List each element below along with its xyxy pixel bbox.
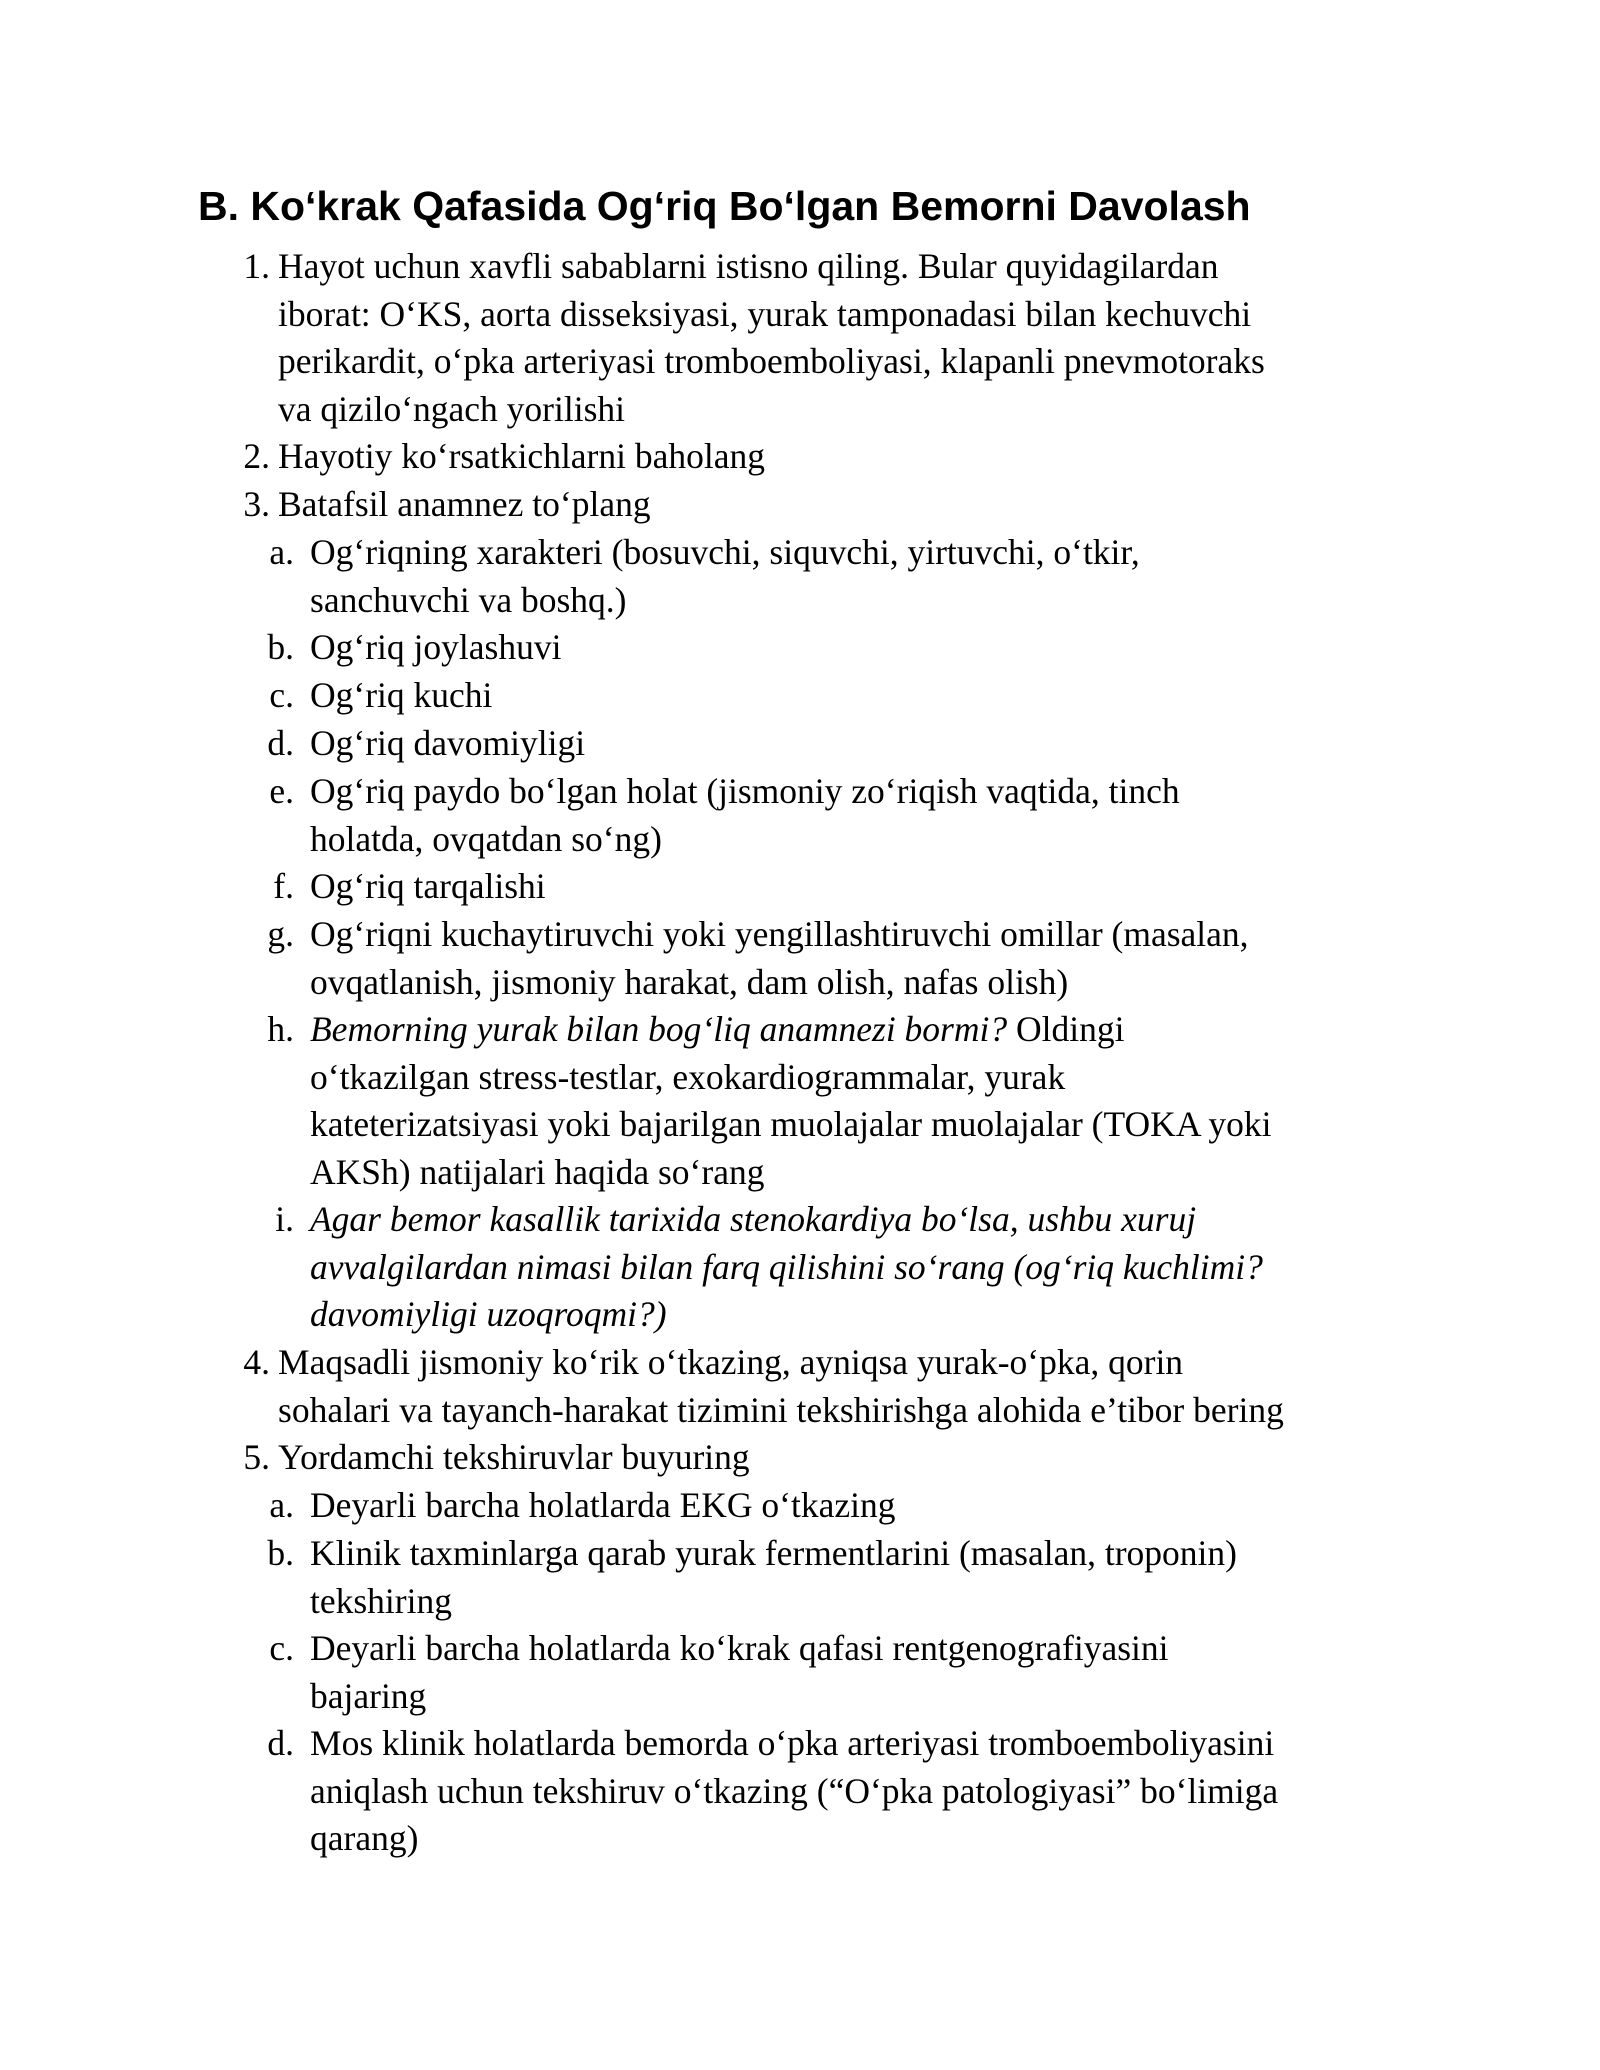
- sub-marker: b.: [267, 1533, 294, 1573]
- sub-item-italic-question: Bemorning yurak bilan bog‘liq anamnezi bormi?: [310, 1009, 1008, 1049]
- sub-marker: d.: [267, 1723, 294, 1763]
- sub-item-text: aniqlash uchun tekshiruv o‘tkazing (“O‘pka patologiyasi” bo‘limiga: [310, 1770, 1279, 1811]
- list-item-text: perikardit, o‘pka arteriyasi tromboemboliyasi, klapanli pnevmotoraks: [278, 341, 1265, 381]
- sub-item-text: Og‘riq davomiyligi: [310, 723, 586, 763]
- sub-marker: i.: [275, 1199, 294, 1239]
- sub-item-text: tekshiring: [310, 1580, 452, 1621]
- list-marker: 4.: [243, 1342, 270, 1382]
- sub-item-text: holatda, ovqatdan so‘ng): [310, 818, 662, 859]
- list-item-text: Maqsadli jismoniy ko‘rik o‘tkazing, ayniqsa yurak-o‘pka, qorin: [278, 1342, 1184, 1382]
- sub-item-text: sanchuvchi va boshq.): [310, 579, 627, 620]
- sub-item-text: Og‘riq joylashuvi: [310, 627, 562, 667]
- sub-marker: c.: [269, 1628, 294, 1668]
- sub-item-text: Og‘riq paydo bo‘lgan holat (jismoniy zo‘riqish vaqtida, tinch: [310, 771, 1180, 811]
- sub-marker: a.: [269, 532, 294, 572]
- sub-item-text: Oldingi: [1007, 1009, 1125, 1049]
- sub-item-first-line: [310, 1006, 1271, 1054]
- sub-item-text: AKSh) natijalari haqida so‘rang: [310, 1151, 765, 1192]
- sub-marker: g.: [267, 914, 294, 954]
- sub-marker: f.: [273, 866, 294, 906]
- list-item-text: iborat: O‘KS, aorta disseksiyasi, yurak tamponadasi bilan kechuvchi: [278, 293, 1252, 334]
- sub-item-text: Deyarli barcha holatlarda EKG o‘tkazing: [310, 1485, 896, 1525]
- section-title: B. Ko‘krak Qafasida Og‘riq Bo‘lgan Bemorni Davolash: [198, 183, 1251, 229]
- list-marker: 3.: [243, 484, 270, 524]
- sub-item-text: Og‘riqning xarakteri (bosuvchi, siquvchi, yirtuvchi, o‘tkir,: [310, 532, 1140, 572]
- sub-item-text: Deyarli barcha holatlarda ko‘krak qafasi rentgenografiyasini: [310, 1628, 1169, 1668]
- sub-item-text: Klinik taxminlarga qarab yurak fermentlarini (masalan, troponin): [310, 1533, 1237, 1573]
- list-marker: 5.: [243, 1437, 270, 1477]
- sub-marker: h.: [267, 1009, 294, 1049]
- sub-item-text: bajaring: [310, 1675, 427, 1716]
- sub-item-text: kateterizatsiyasi yoki bajarilgan muolajalar muolajalar (TOKA yoki: [310, 1104, 1272, 1144]
- sub-item-text: ovqatlanish, jismoniy harakat, dam olish, nafas olish): [310, 961, 1069, 1002]
- sub-marker: d.: [267, 723, 294, 763]
- list-item-text: Yordamchi tekshiruvlar buyuring: [278, 1437, 750, 1477]
- sub-item-text: avvalgilardan nimasi bilan farq qilishini so‘rang (og‘riq kuchlimi?: [310, 1246, 1263, 1287]
- sub-item-text: Og‘riqni kuchaytiruvchi yoki yengillashtiruvchi omillar (masalan,: [310, 914, 1249, 954]
- sub-marker: a.: [269, 1485, 294, 1525]
- list-item-text: Batafsil anamnez to‘plang: [278, 484, 651, 524]
- sub-marker: e.: [269, 771, 294, 811]
- sub-item-text: davomiyligi uzoqroqmi?): [310, 1294, 667, 1334]
- list-item-text: Hayotiy ko‘rsatkichlarni baholang: [278, 436, 765, 476]
- sub-item-text: Og‘riq tarqalishi: [310, 866, 546, 906]
- sub-marker: c.: [269, 675, 294, 715]
- list-item-text: sohalari va tayanch-harakat tizimini tekshirishga alohida e’tibor bering: [278, 1389, 1284, 1430]
- list-item-text: Hayot uchun xavfli sabablarni istisno qiling. Bular quyidagilardan: [278, 246, 1219, 286]
- sub-item-text: Agar bemor kasallik tarixida stenokardiya bo‘lsa, ushbu xuruj: [310, 1199, 1197, 1239]
- sub-item-text: qarang): [310, 1818, 419, 1858]
- list-marker: 2.: [243, 436, 270, 476]
- sub-item-text: o‘tkazilgan stress-testlar, exokardiogrammalar, yurak: [310, 1056, 1066, 1097]
- sub-item-text: Mos klinik holatlarda bemorda o‘pka arteriyasi tromboemboliyasini: [310, 1723, 1275, 1763]
- sub-marker: b.: [267, 627, 294, 667]
- sub-item-text: Og‘riq kuchi: [310, 675, 493, 715]
- list-marker: 1.: [243, 246, 270, 286]
- list-item-text: va qizilo‘ngach yorilishi: [278, 388, 626, 429]
